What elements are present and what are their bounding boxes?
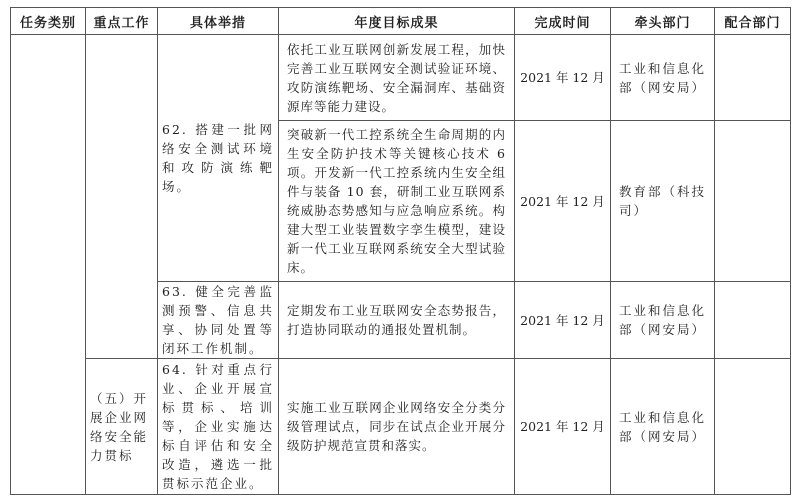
- lead-dept-cell: 工业和信息化部（网安局）: [611, 35, 715, 121]
- table-row: [11, 359, 791, 495]
- table-row: [11, 35, 791, 121]
- deadline-cell: 2021 年 12 月: [515, 282, 611, 359]
- goal-cell: 突破新一代工控系统全生命周期的内生安全防护技术等关键核心技术 6 项。开发新一代工控系统内生安全组件与装备 10 套，研制工业互联网系统威胁态势感知与应急响应系统。构建大型工业装置数字孪生模型，建设新一代工业互联网系统安全大型试验床。: [279, 121, 515, 282]
- coop-dept-cell: [715, 282, 791, 359]
- key-work-cell: [86, 35, 158, 359]
- coop-dept-cell: [715, 359, 791, 495]
- key-work-5: （五）开展企业网络安全能力贯标: [86, 359, 158, 495]
- coop-dept-cell: [715, 121, 791, 282]
- header-task-type: 任务类别: [11, 8, 86, 35]
- header-row: [11, 8, 791, 35]
- coop-dept-cell: [715, 35, 791, 121]
- header-coop-dept: 配合部门: [715, 8, 791, 35]
- deadline-cell: 2021 年 12 月: [515, 359, 611, 495]
- measure-64: 64. 针对重点行业、企业开展宣标贯标、培训等，企业实施达标自评估和安全改造，遴选一批贯标示范企业。: [158, 359, 279, 495]
- header-lead-dept: 牵头部门: [611, 8, 715, 35]
- task-table: [10, 7, 791, 495]
- deadline-cell: 2021 年 12 月: [515, 121, 611, 282]
- header-key-work: 重点工作: [86, 8, 158, 35]
- measure-63: 63. 健全完善监测预警、信息共享、协同处置等闭环工作机制。: [158, 282, 279, 359]
- header-annual-goals: 年度目标成果: [279, 8, 515, 35]
- header-deadline: 完成时间: [515, 8, 611, 35]
- task-type-cell: [11, 35, 86, 495]
- measure-62: 62. 搭建一批网络安全测试环境和攻防演练靶场。: [158, 35, 279, 282]
- goal-cell: 依托工业互联网创新发展工程，加快完善工业互联网安全测试验证环境、攻防演练靶场、安全漏洞库、基础资源库等能力建设。: [279, 35, 515, 121]
- lead-dept-cell: 工业和信息化部（网安局）: [611, 282, 715, 359]
- goal-cell: 定期发布工业互联网安全态势报告，打造协同联动的通报处置机制。: [279, 282, 515, 359]
- lead-dept-cell: 工业和信息化部（网安局）: [611, 359, 715, 495]
- header-measures: 具体举措: [158, 8, 279, 35]
- goal-cell: 实施工业互联网企业网络安全分类分级管理试点，同步在试点企业开展分级防护规范宣贯和落实。: [279, 359, 515, 495]
- deadline-cell: 2021 年 12 月: [515, 35, 611, 121]
- lead-dept-cell: 教育部（科技司）: [611, 121, 715, 282]
